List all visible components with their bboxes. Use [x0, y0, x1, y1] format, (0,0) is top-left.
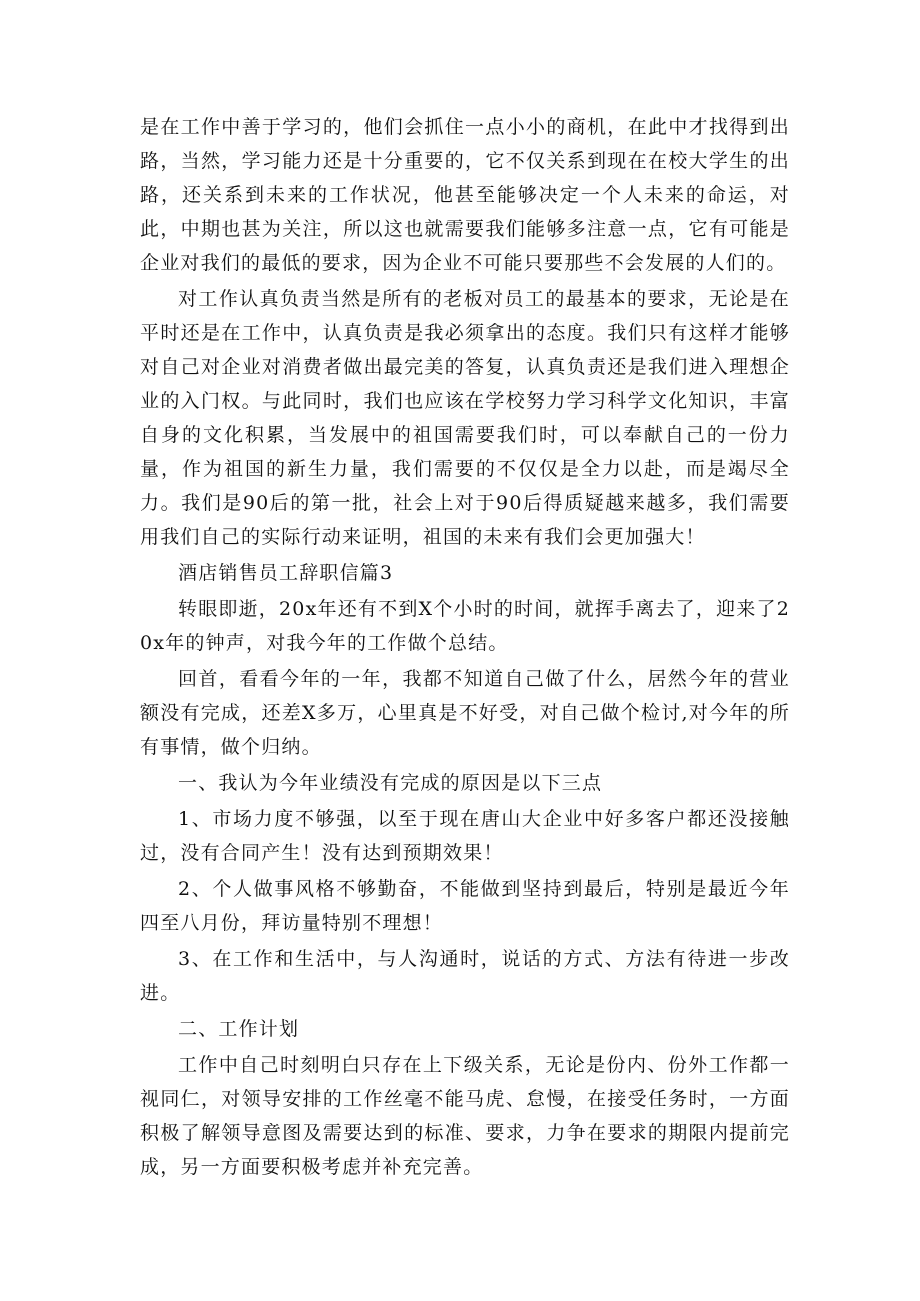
subheading-work-plan: 二、工作计划: [178, 1018, 300, 1040]
paragraph-review: 回首，看看今年的一年，我都不知道自己做了什么，居然今年的营业额没有完成，还差X多万，心里真是不好受，对自己做个检讨,对今年的所有事情，做个归纳。: [140, 668, 790, 758]
paragraph-continuation: 是在工作中善于学习的，他们会抓住一点小小的商机，在此中才找得到出路，当然，学习能力还是十分重要的，它不仅关系到现在在校大学生的出路，还关系到未来的工作状况，他甚至能够决定一个人未来的命运，对此，中期也甚为关注，所以这也就需要我们能够多注意一点，它有可能是企业对我们的最低的要求，因为企业不可能只要那些不会发展的人们的。: [140, 116, 790, 274]
section-title: 酒店销售员工辞职信篇3: [178, 562, 394, 584]
list-item-reason-2: 2、个人做事风格不够勤奋，不能做到坚持到最后，特别是最近今年四至八月份，拜访量特别不理想！: [140, 878, 790, 934]
list-item-reason-3: 3、在工作和生活中，与人沟通时，说话的方式、方法有待进一步改进。: [140, 948, 790, 1004]
subheading-reasons: 一、我认为今年业绩没有完成的原因是以下三点: [178, 772, 603, 794]
paragraph-responsibility: 对工作认真负责当然是所有的老板对员工的最基本的要求，无论是在平时还是在工作中，认真负责是我必须拿出的态度。我们只有这样才能够对自己对企业对消费者做出最完美的答复，认真负责还是我们进入理想企业的入门权。与此同时，我们也应该在学校努力学习科学文化知识，丰富自身的文化积累，当发展中的祖国需要我们时，可以奉献自己的一份力量，作为祖国的新生力量，我们需要的不仅仅是全力以赴，而是竭尽全力。我们是90后的第一批，社会上对于90后得质疑越来越多，我们需要用我们自己的实际行动来证明，祖国的未来有我们会更加强大！: [140, 288, 790, 548]
document-page: [140, 110, 790, 1186]
paragraph-work-plan: 工作中自己时刻明白只存在上下级关系，无论是份内、份外工作都一视同仁，对领导安排的工作丝毫不能马虎、怠慢，在接受任务时，一方面积极了解领导意图及需要达到的标准、要求，力争在要求的期限内提前完成，另一方面要积极考虑并补充完善。: [140, 1054, 790, 1178]
paragraph-intro: 转眼即逝，20x年还有不到X个小时的时间，就挥手离去了，迎来了20x年的钟声，对我今年的工作做个总结。: [140, 598, 790, 654]
list-item-reason-1: 1、市场力度不够强，以至于现在唐山大企业中好多客户都还没接触过，没有合同产生！没有达到预期效果！: [140, 808, 790, 864]
